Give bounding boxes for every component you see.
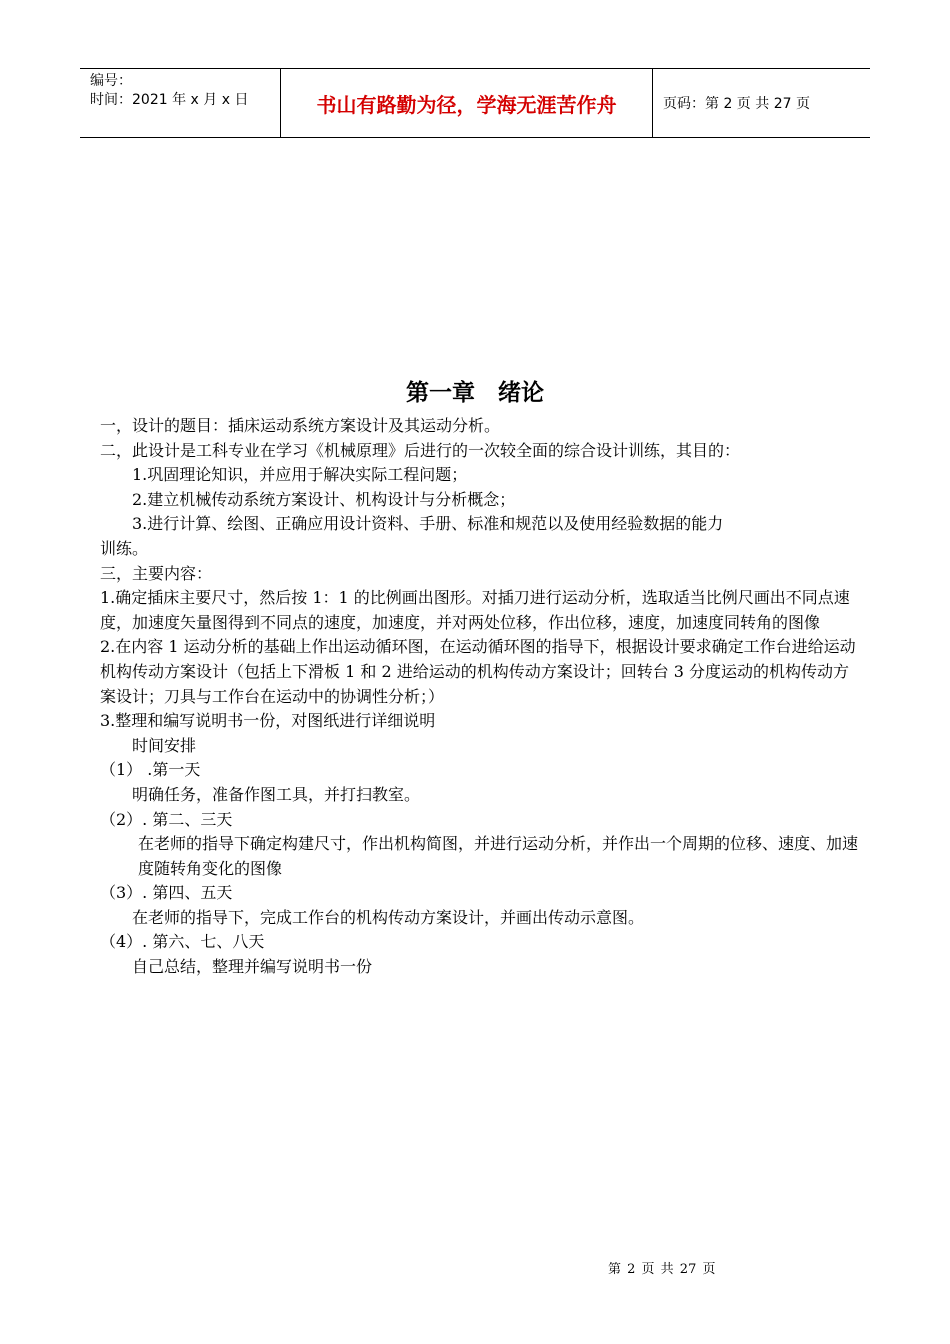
paragraph: 2.在内容 1 运动分析的基础上作出运动循环图，在运动循环图的指导下，根据设计要求确定工作台进给运动机构传动方案设计（包括上下滑板 1 和 2 进给运动的机构传动方案设计；回转台 3 分度运动的机构传动方案设计；刀具与工作台在运动中的协调性分析；） (100, 637, 856, 706)
paragraph: 训练。 (100, 538, 149, 558)
paragraph: （2）. 第二、三天 (100, 809, 233, 829)
page-footer: 第 2 页 共 27 页 (608, 1262, 716, 1277)
paragraph: 时间安排 (132, 735, 197, 755)
paragraph: 2.建立机械传动系统方案设计、机构设计与分析概念； (132, 489, 516, 509)
time-label: 时间：2021 年 x 月 x 日 (90, 92, 249, 108)
paragraph: 自己总结，整理并编写说明书一份 (132, 957, 373, 977)
paragraph: 三，主要内容： (100, 563, 213, 583)
header-motto: 书山有路勤为径，学海无涯苦作舟 (281, 69, 653, 137)
paragraph: 明确任务，准备作图工具，并打扫教室。 (132, 784, 421, 804)
chapter-title: 第一章 绪论 (406, 380, 544, 406)
paragraph: 二，此设计是工科专业在学习《机械原理》后进行的一次较全面的综合设计训练，其目的： (100, 440, 741, 460)
paragraph: 1.确定插床主要尺寸，然后按 1：1 的比例画出图形。对插刀进行运动分析，选取适当比例尺画出不同点速度，加速度矢量图得到不同点的速度，加速度，并对两处位移，作出位移，速度，加速度同转角的图像 (100, 588, 850, 632)
paragraph: （3）. 第四、五天 (100, 883, 233, 903)
number-label: 编号： (90, 73, 132, 89)
paragraph: 1.巩固理论知识，并应用于解决实际工程问题； (132, 465, 468, 485)
page-header (80, 68, 870, 138)
paragraph: 3.进行计算、绘图、正确应用设计资料、手册、标准和规范以及使用经验数据的能力 (132, 514, 724, 534)
paragraph: （1） .第一天 (100, 760, 201, 780)
document-body (100, 414, 860, 980)
paragraph: 在老师的指导下确定构建尺寸，作出机构简图，并进行运动分析，并作出一个周期的位移、速度、加速度随转角变化的图像 (138, 834, 859, 878)
header-page-info: 页码：第 2 页 共 27 页 (663, 96, 810, 112)
header-meta (80, 69, 281, 137)
paragraph: 3.整理和编写说明书一份，对图纸进行详细说明 (100, 711, 436, 731)
paragraph: （4）. 第六、七、八天 (100, 932, 265, 952)
paragraph: 一，设计的题目：插床运动系统方案设计及其运动分析。 (100, 416, 501, 435)
paragraph: 在老师的指导下，完成工作台的机构传动方案设计，并画出传动示意图。 (132, 907, 645, 927)
